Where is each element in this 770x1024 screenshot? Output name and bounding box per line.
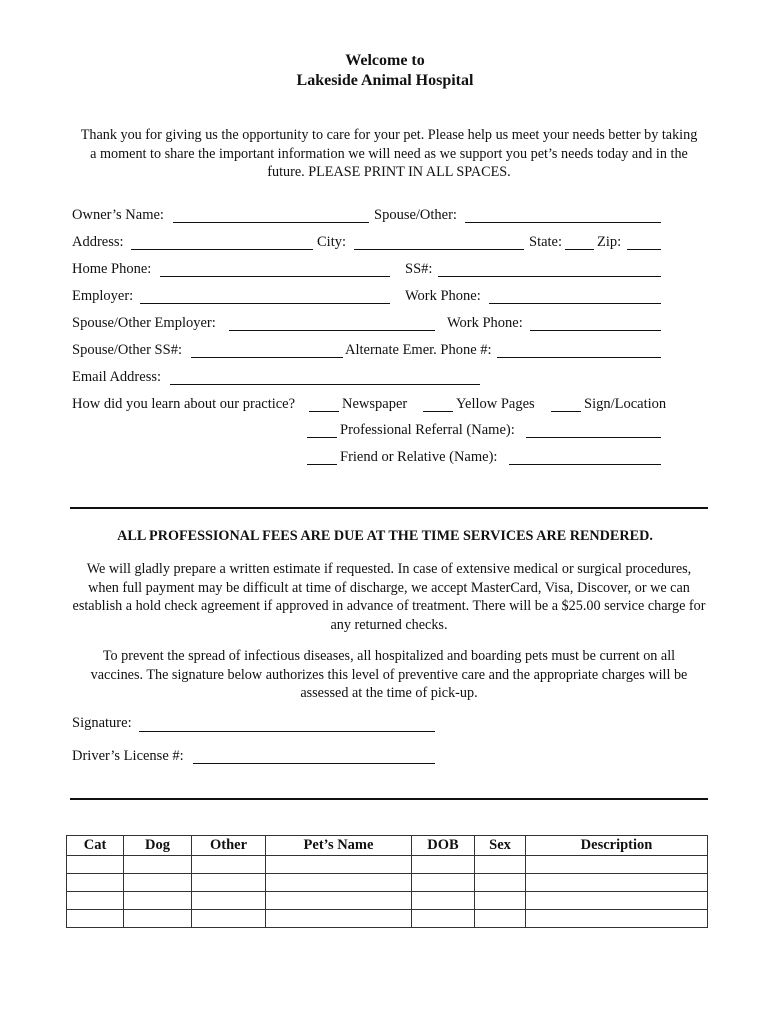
col-pet-name: Pet’s Name [266,836,412,856]
work-phone-label: Work Phone: [405,288,481,304]
employer-field[interactable] [140,303,390,304]
spouse-other-label: Spouse/Other: [374,207,457,223]
col-cat: Cat [67,836,124,856]
newspaper-check-line[interactable] [309,411,339,412]
newspaper-label: Newspaper [342,396,408,412]
zip-label: Zip: [597,234,622,250]
section-divider-2 [70,798,708,800]
spouse-other-field[interactable] [465,222,661,223]
table-row [67,856,708,874]
referral-question: How did you learn about our practice? [72,396,296,412]
spouse-work-phone-field[interactable] [530,330,661,331]
ss-field[interactable] [438,276,661,277]
table-cell[interactable] [475,856,526,874]
col-other: Other [192,836,266,856]
hospital-name: Lakeside Animal Hospital [296,72,474,89]
table-cell[interactable] [124,874,192,892]
professional-referral-label: Professional Referral (Name): [340,422,515,438]
section-divider [70,507,708,509]
col-description: Description [526,836,708,856]
table-cell[interactable] [192,874,266,892]
table-cell[interactable] [67,892,124,910]
table-cell[interactable] [475,874,526,892]
table-row [67,910,708,928]
work-phone-field[interactable] [489,303,661,304]
spouse-work-phone-label: Work Phone: [447,315,523,331]
table-row [67,892,708,910]
home-phone-label: Home Phone: [72,261,152,277]
spouse-ss-label: Spouse/Other SS#: [72,342,182,358]
table-cell[interactable] [192,910,266,928]
sign-location-check-line[interactable] [551,411,581,412]
signature-label: Signature: [72,715,132,731]
home-phone-field[interactable] [160,276,390,277]
table-cell[interactable] [67,874,124,892]
title-line-1: Welcome to [345,52,425,69]
table-cell[interactable] [67,856,124,874]
table-header-row [67,836,708,856]
table-cell[interactable] [124,910,192,928]
friend-relative-label: Friend or Relative (Name): [340,449,498,465]
yellow-pages-label: Yellow Pages [456,396,535,412]
table-cell[interactable] [266,874,412,892]
table-cell[interactable] [124,856,192,874]
table-cell[interactable] [192,856,266,874]
table-cell[interactable] [526,910,708,928]
alt-phone-label: Alternate Emer. Phone #: [345,342,492,358]
spouse-employer-label: Spouse/Other Employer: [72,315,216,331]
friend-check-line[interactable] [307,464,337,465]
state-field[interactable] [565,249,594,250]
owner-name-label: Owner’s Name: [72,207,164,223]
intro-paragraph: Thank you for giving us the opportunity to care for your pet. Please help us meet your needs better by taking a moment to share the important information we will need as we support you pet’s needs today and in the future. PLEASE PRINT IN ALL SPACES. [80,127,698,180]
email-field[interactable] [170,384,480,385]
col-dob: DOB [412,836,475,856]
table-cell[interactable] [412,856,475,874]
table-row [67,874,708,892]
signature-field[interactable] [139,731,435,732]
table-cell[interactable] [124,892,192,910]
address-label: Address: [72,234,124,250]
table-cell[interactable] [475,892,526,910]
spouse-employer-field[interactable] [229,330,435,331]
alt-phone-field[interactable] [497,357,661,358]
fees-paragraph: We will gladly prepare a written estimate if requested. In case of extensive medical or surgical procedures, when full payment may be difficult at time of discharge, we accept MasterCard, Visa, Discover, or we can establish a hold check agreement if approved in advance of treatment. There will be a $25.00 service charge for any returned checks. [72,561,706,633]
professional-check-line[interactable] [307,437,337,438]
professional-referral-field[interactable] [526,437,661,438]
spouse-ss-field[interactable] [191,357,343,358]
owner-name-field[interactable] [173,222,369,223]
drivers-license-field[interactable] [193,763,435,764]
table-cell[interactable] [266,856,412,874]
employer-label: Employer: [72,288,134,304]
table-cell[interactable] [526,856,708,874]
table-cell[interactable] [266,910,412,928]
city-field[interactable] [354,249,524,250]
ss-label: SS#: [405,261,433,277]
table-cell[interactable] [412,874,475,892]
table-cell[interactable] [526,874,708,892]
sign-location-label: Sign/Location [584,396,667,412]
drivers-license-label: Driver’s License #: [72,748,184,764]
table-cell[interactable] [412,892,475,910]
city-label: City: [317,234,347,250]
fees-heading: ALL PROFESSIONAL FEES ARE DUE AT THE TIME SERVICES ARE RENDERED. [117,528,653,544]
email-label: Email Address: [72,369,162,385]
vaccine-paragraph: To prevent the spread of infectious diseases, all hospitalized and boarding pets must be current on all vaccines. The signature below authorizes this level of preventive care and the appropriate charges will be assessed at the time of pick-up. [90,648,688,701]
col-dog: Dog [124,836,192,856]
pet-table [66,835,708,928]
table-cell[interactable] [67,910,124,928]
zip-field[interactable] [627,249,661,250]
state-label: State: [529,234,563,250]
friend-relative-field[interactable] [509,464,661,465]
table-cell[interactable] [412,910,475,928]
address-field[interactable] [131,249,313,250]
yellow-pages-check-line[interactable] [423,411,453,412]
table-cell[interactable] [526,892,708,910]
table-cell[interactable] [475,910,526,928]
table-cell[interactable] [192,892,266,910]
table-cell[interactable] [266,892,412,910]
col-sex: Sex [475,836,526,856]
